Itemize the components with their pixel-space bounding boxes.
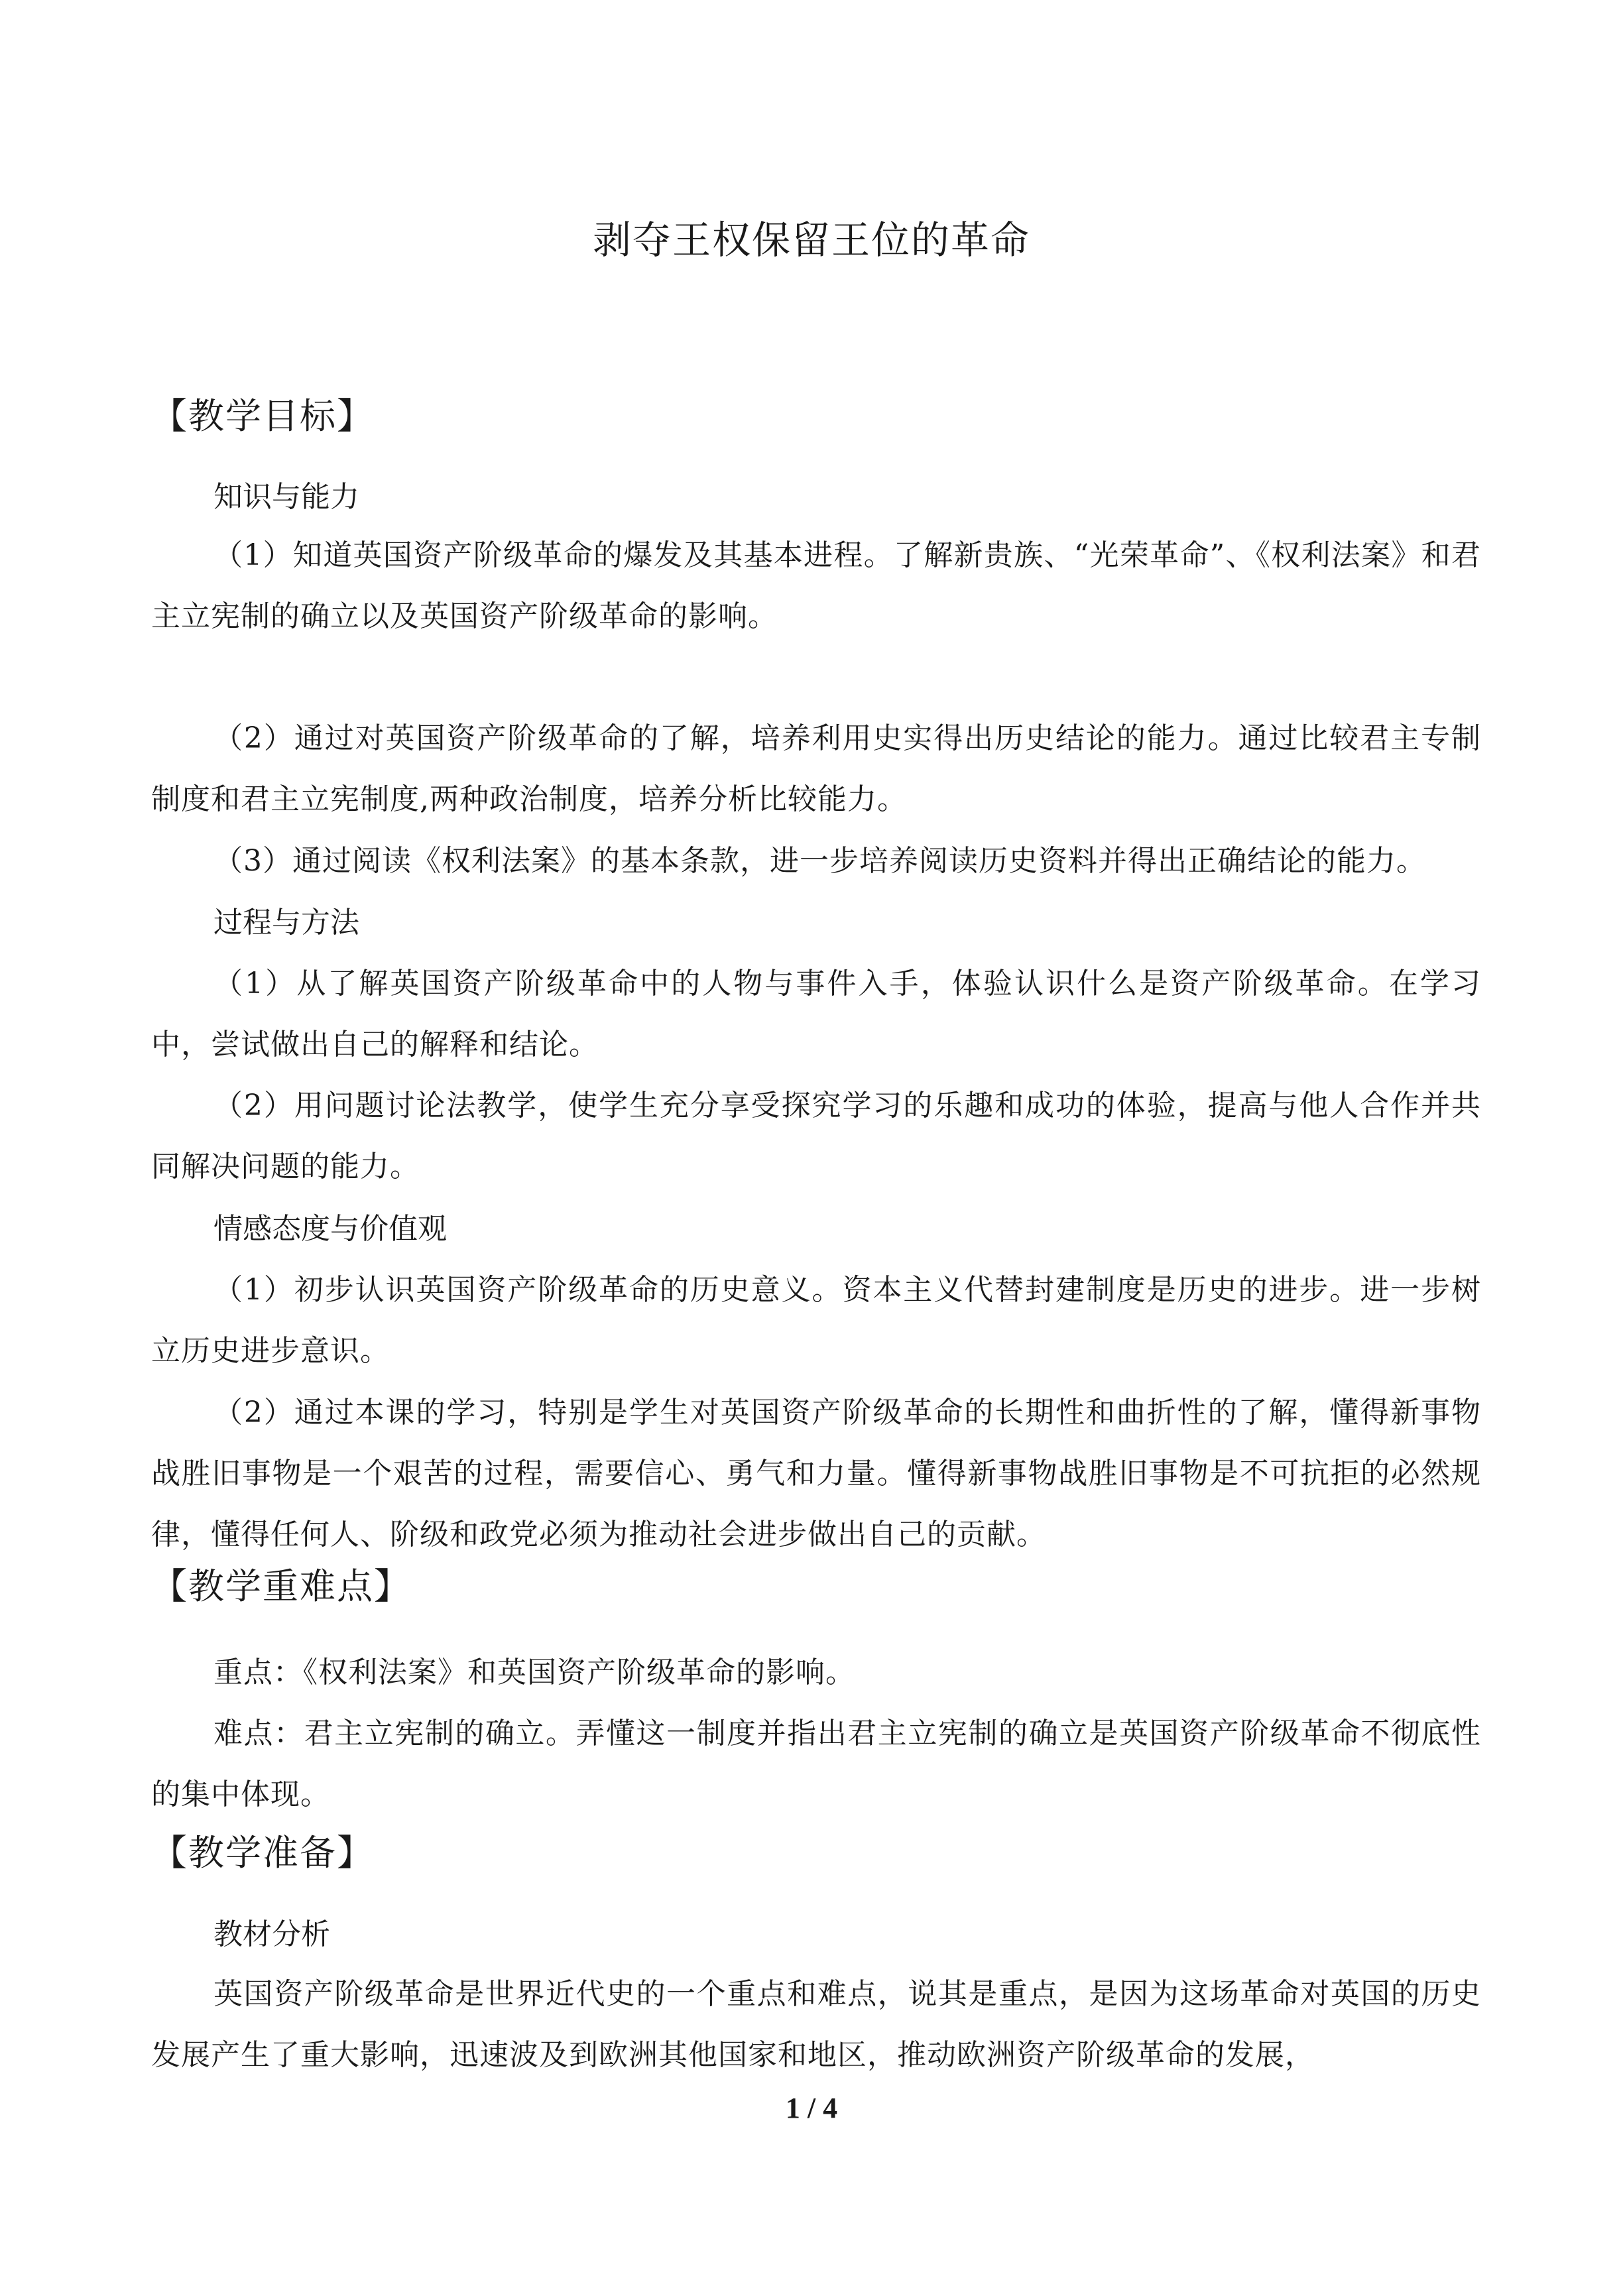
subheading-analysis: 教材分析 — [213, 1917, 330, 1951]
paragraph-knowledge-1: （1）知道英国资产阶级革命的爆发及其基本进程。了解新贵族、“光荣革命”、《权利法案》和君主立宪制的确立以及英国资产阶级革命的影响。 — [151, 538, 1481, 633]
paragraph-difficulty: 难点：君主立宪制的确立。弄懂这一制度并指出君主立宪制的确立是英国资产阶级革命不彻底性的集中体现。 — [151, 1717, 1481, 1811]
section-heading-preparation: 【教学准备】 — [151, 1832, 374, 1874]
paragraph-analysis: 英国资产阶级革命是世界近代史的一个重点和难点，说其是重点，是因为这场革命对英国的历史发展产生了重大影响，迅速波及到欧洲其他国家和地区，推动欧洲资产阶级革命的发展， — [151, 1977, 1481, 2072]
page-number: 1 / 4 — [785, 2092, 838, 2124]
page-title: 剥夺王权保留王位的革命 — [592, 217, 1030, 263]
paragraph-emotion-2: （2）通过本课的学习，特别是学生对英国资产阶级革命的长期性和曲折性的了解，懂得新事物战胜旧事物是一个艰苦的过程，需要信心、勇气和力量。懂得新事物战胜旧事物是不可抗拒的必然规律，懂得任何人、阶级和政党必须为推动社会进步做出自己的贡献。 — [151, 1396, 1481, 1551]
subheading-emotion: 情感态度与价值观 — [213, 1212, 447, 1246]
subheading-process: 过程与方法 — [213, 906, 359, 939]
paragraph-knowledge-2: （2）通过对英国资产阶级革命的了解，培养利用史实得出历史结论的能力。通过比较君主专制制度和君主立宪制度,两种政治制度，培养分析比较能力。 — [151, 721, 1481, 816]
subheading-knowledge: 知识与能力 — [213, 480, 359, 514]
paragraph-knowledge-3: （3）通过阅读《权利法案》的基本条款，进一步培养阅读历史资料并得出正确结论的能力。 — [213, 844, 1426, 878]
paragraph-process-2: （2）用问题讨论法教学，使学生充分享受探究学习的乐趣和成功的体验，提高与他人合作并共同解决问题的能力。 — [151, 1089, 1481, 1183]
section-heading-key-points: 【教学重难点】 — [151, 1565, 411, 1607]
paragraph-focus: 重点：《权利法案》和英国资产阶级革命的影响。 — [213, 1656, 855, 1689]
paragraph-emotion-1: （1）初步认识英国资产阶级革命的历史意义。资本主义代替封建制度是历史的进步。进一步树立历史进步意识。 — [151, 1273, 1481, 1368]
section-heading-objectives: 【教学目标】 — [151, 395, 374, 437]
paragraph-process-1: （1）从了解英国资产阶级革命中的人物与事件入手，体验认识什么是资产阶级革命。在学习中，尝试做出自己的解释和结论。 — [151, 967, 1481, 1061]
